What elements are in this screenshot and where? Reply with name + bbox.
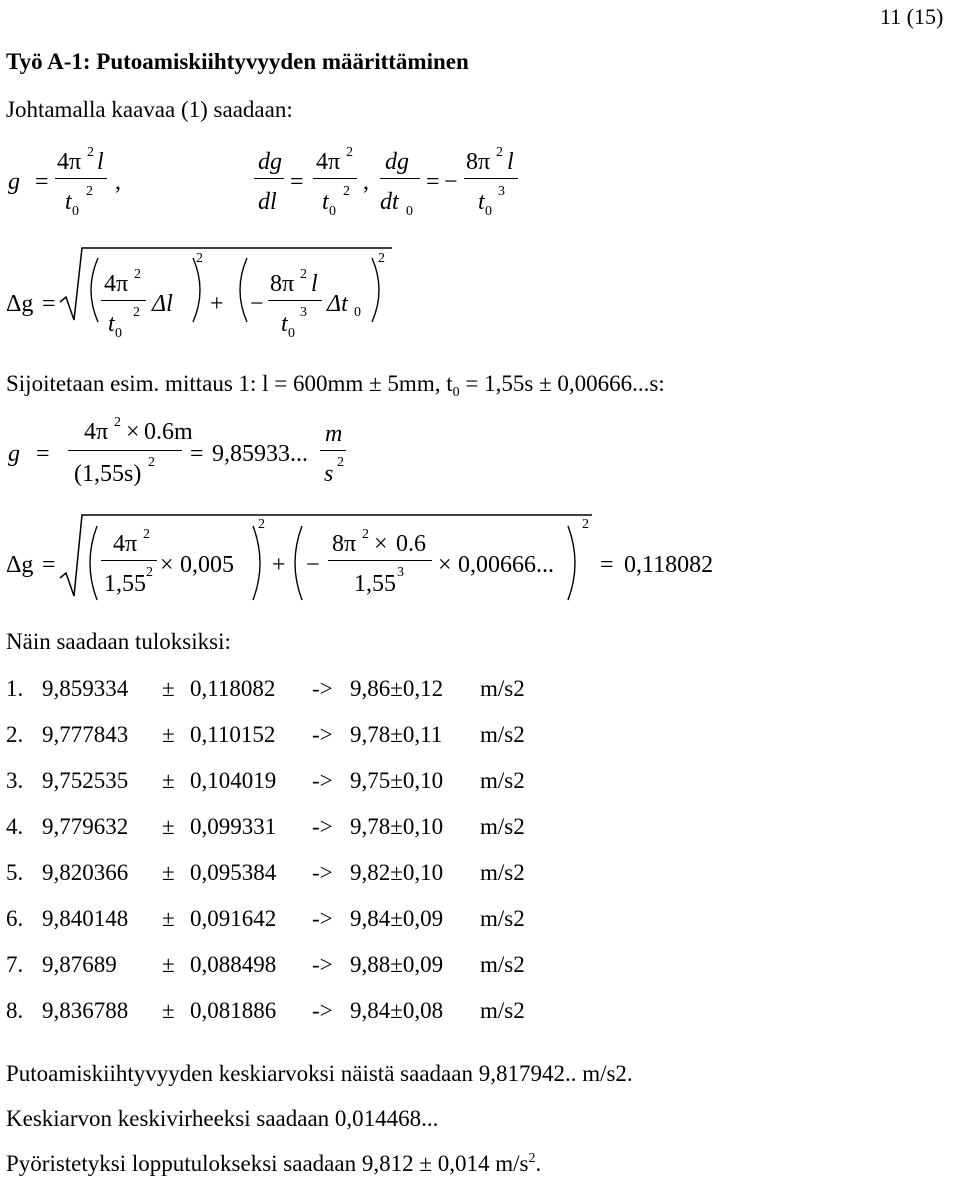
subscript: 0 [329, 204, 336, 219]
equals-sign: = [35, 169, 49, 195]
exponent: 2 [346, 145, 353, 160]
row-rounded: 9,75±0,10 [350, 768, 444, 793]
exponent: 2 [148, 455, 155, 470]
plus-sign: + [272, 552, 286, 578]
row-number: 5. [6, 860, 24, 885]
exponent: 2 [114, 415, 121, 430]
numerator-4pi: 4π [316, 149, 341, 175]
t-symbol: t [281, 311, 288, 337]
exponent: 2 [87, 145, 94, 160]
value-000666: 0,00666... [458, 552, 554, 578]
dg-symbol: dg [258, 149, 282, 175]
row-error: 0,081886 [190, 998, 277, 1023]
g-symbol: g [8, 441, 20, 467]
delta-l-symbol: Δl [152, 291, 173, 317]
subscript: 0 [485, 204, 492, 219]
equals-sign: = [290, 169, 304, 195]
value-06: 0.6 [396, 531, 426, 557]
row-value: 9,752535 [42, 768, 129, 793]
plus-sign: + [210, 291, 224, 317]
row-rounded: 9,82±0,10 [350, 860, 444, 885]
exponent: 2 [378, 251, 385, 266]
comma: , [115, 169, 121, 195]
delta-g-symbol: Δg [6, 552, 34, 578]
row-number: 6. [6, 906, 24, 931]
equals-sign: = [42, 552, 56, 578]
substitution-tail: = 1,55s ± 0,00666...s: [459, 371, 665, 396]
numerator-8pi: 8π [466, 149, 491, 175]
subscript: 0 [288, 326, 295, 341]
exponent: 2 [362, 527, 369, 542]
row-arrow: -> [312, 952, 333, 977]
minus-sign: − [306, 552, 320, 578]
numerator-4pi: 4π [57, 149, 82, 175]
dl-symbol: dl [258, 189, 277, 215]
subscript: 0 [72, 204, 79, 219]
page-number: 11 (15) [880, 4, 944, 29]
row-rounded: 9,84±0,09 [350, 906, 444, 931]
subscript: 0 [354, 305, 361, 320]
row-value: 9,779632 [42, 814, 129, 839]
exponent: 2 [258, 517, 265, 532]
row-rounded: 9,78±0,11 [350, 722, 443, 747]
subscript: 0 [452, 385, 460, 400]
exponent: 3 [498, 184, 505, 199]
exponent: 2 [133, 305, 140, 320]
numerator-4pi: 4π [84, 419, 109, 445]
substitution-main: Sijoitetaan esim. mittaus 1: l = 600mm ± 5mm, t [6, 371, 453, 396]
fraction-bar [101, 560, 157, 561]
times-sign: × [160, 552, 174, 578]
row-value: 9,820366 [42, 860, 129, 885]
fraction-bar [328, 560, 432, 561]
subscript: 0 [406, 204, 413, 219]
numerator-8pi: 8π [270, 271, 295, 297]
row-unit: m/s2 [480, 860, 525, 885]
row-plus-minus: ± [162, 676, 175, 701]
unit-s: s [324, 461, 334, 487]
row-plus-minus: ± [162, 906, 175, 931]
page-title: Työ A-1: Putoamiskiihtyvyyden määrittäminen [6, 49, 469, 74]
numerator-4pi: 4π [104, 271, 129, 297]
row-number: 1. [6, 676, 24, 701]
comma: , [363, 169, 369, 195]
exponent: 2 [343, 184, 350, 199]
row-rounded: 9,78±0,10 [350, 814, 444, 839]
final-tail: . [535, 1151, 542, 1176]
denominator-155: 1,55 [354, 571, 396, 597]
row-error: 0,091642 [190, 906, 277, 931]
l-symbol: l [311, 271, 318, 297]
exponent: 2 [143, 527, 150, 542]
exponent: 2 [582, 517, 589, 532]
exponent: 2 [337, 455, 344, 470]
row-error: 0,110152 [190, 722, 276, 747]
row-unit: m/s2 [480, 676, 525, 701]
value-06m: 0.6m [144, 419, 193, 445]
error-text: Keskiarvon keskivirheeksi saadaan 0,014468... [6, 1106, 439, 1131]
row-plus-minus: ± [162, 860, 175, 885]
row-number: 8. [6, 998, 24, 1023]
times-sign: × [126, 419, 140, 445]
row-plus-minus: ± [162, 952, 175, 977]
g-symbol: g [8, 169, 20, 195]
row-arrow: -> [312, 814, 333, 839]
equals-sign: = [426, 169, 440, 195]
row-arrow: -> [312, 860, 333, 885]
t-symbol: t [322, 189, 329, 215]
dg-symbol: dg [385, 149, 409, 175]
row-plus-minus: ± [162, 722, 175, 747]
times-sign: × [438, 552, 452, 578]
delta-t-symbol: Δt [327, 291, 348, 317]
t-symbol: t [478, 189, 485, 215]
dt-symbol: dt [380, 189, 399, 215]
delta-g-symbol: Δg [6, 291, 34, 317]
minus-sign: − [250, 291, 264, 317]
row-error: 0,118082 [190, 676, 276, 701]
exponent: 3 [300, 305, 307, 320]
row-value: 9,859334 [42, 676, 129, 701]
l-symbol: l [507, 149, 514, 175]
minus-sign: − [444, 169, 458, 195]
row-number: 7. [6, 952, 24, 977]
t-symbol: t [65, 189, 72, 215]
row-rounded: 9,86±0,12 [350, 676, 444, 701]
row-arrow: -> [312, 722, 333, 747]
exponent: 2 [134, 267, 141, 282]
row-value: 9,840148 [42, 906, 129, 931]
unit-m: m [325, 421, 343, 447]
delta-g-value: 0,118082 [624, 552, 714, 578]
equals-sign: = [42, 291, 56, 317]
row-error: 0,099331 [190, 814, 277, 839]
exponent: 2 [496, 145, 503, 160]
row-number: 4. [6, 814, 24, 839]
row-value: 9,836788 [42, 998, 129, 1023]
row-unit: m/s2 [480, 722, 525, 747]
times-sign: × [374, 531, 388, 557]
row-unit: m/s2 [480, 998, 525, 1023]
row-unit: m/s2 [480, 768, 525, 793]
exponent: 2 [146, 565, 153, 580]
row-plus-minus: ± [162, 998, 175, 1023]
mean-text: Putoamiskiihtyvyyden keskiarvoksi näistä saadaan 9,817942.. m/s2. [6, 1061, 633, 1086]
row-arrow: -> [312, 998, 333, 1023]
row-arrow: -> [312, 768, 333, 793]
row-unit: m/s2 [480, 906, 525, 931]
exponent: 2 [300, 267, 307, 282]
value-0005: 0,005 [180, 552, 234, 578]
row-arrow: -> [312, 676, 333, 701]
row-error: 0,095384 [190, 860, 277, 885]
equals-sign: = [190, 441, 204, 467]
l-symbol: l [97, 149, 104, 175]
g-value: 9,85933... [212, 441, 308, 467]
final-text [6, 1152, 541, 1175]
exponent: 2 [528, 1151, 536, 1166]
row-error: 0,088498 [190, 952, 277, 977]
row-unit: m/s2 [480, 952, 525, 977]
row-rounded: 9,88±0,09 [350, 952, 444, 977]
denominator-155s: (1,55s) [74, 461, 142, 487]
equals-sign: = [36, 441, 50, 467]
row-error: 0,104019 [190, 768, 277, 793]
row-plus-minus: ± [162, 768, 175, 793]
row-number: 3. [6, 768, 24, 793]
exponent: 3 [397, 565, 404, 580]
row-number: 2. [6, 722, 24, 747]
numerator-8pi: 8π [332, 531, 357, 557]
t-symbol: t [108, 311, 115, 337]
row-rounded: 9,84±0,08 [350, 998, 444, 1023]
intro-text: Johtamalla kaavaa (1) saadaan: [6, 97, 293, 122]
row-value: 9,87689 [42, 952, 117, 977]
row-unit: m/s2 [480, 814, 525, 839]
row-value: 9,777843 [42, 722, 129, 747]
equals-sign: = [600, 552, 614, 578]
row-arrow: -> [312, 906, 333, 931]
results-intro: Näin saadaan tuloksiksi: [6, 629, 231, 654]
denominator-155: 1,55 [104, 571, 146, 597]
numerator-4pi: 4π [113, 531, 138, 557]
exponent: 2 [196, 251, 203, 266]
exponent: 2 [86, 184, 93, 199]
subscript: 0 [115, 326, 122, 341]
row-plus-minus: ± [162, 814, 175, 839]
final-main: Pyöristetyksi lopputulokseksi saadaan 9,812 ± 0,014 m/s [6, 1151, 529, 1176]
